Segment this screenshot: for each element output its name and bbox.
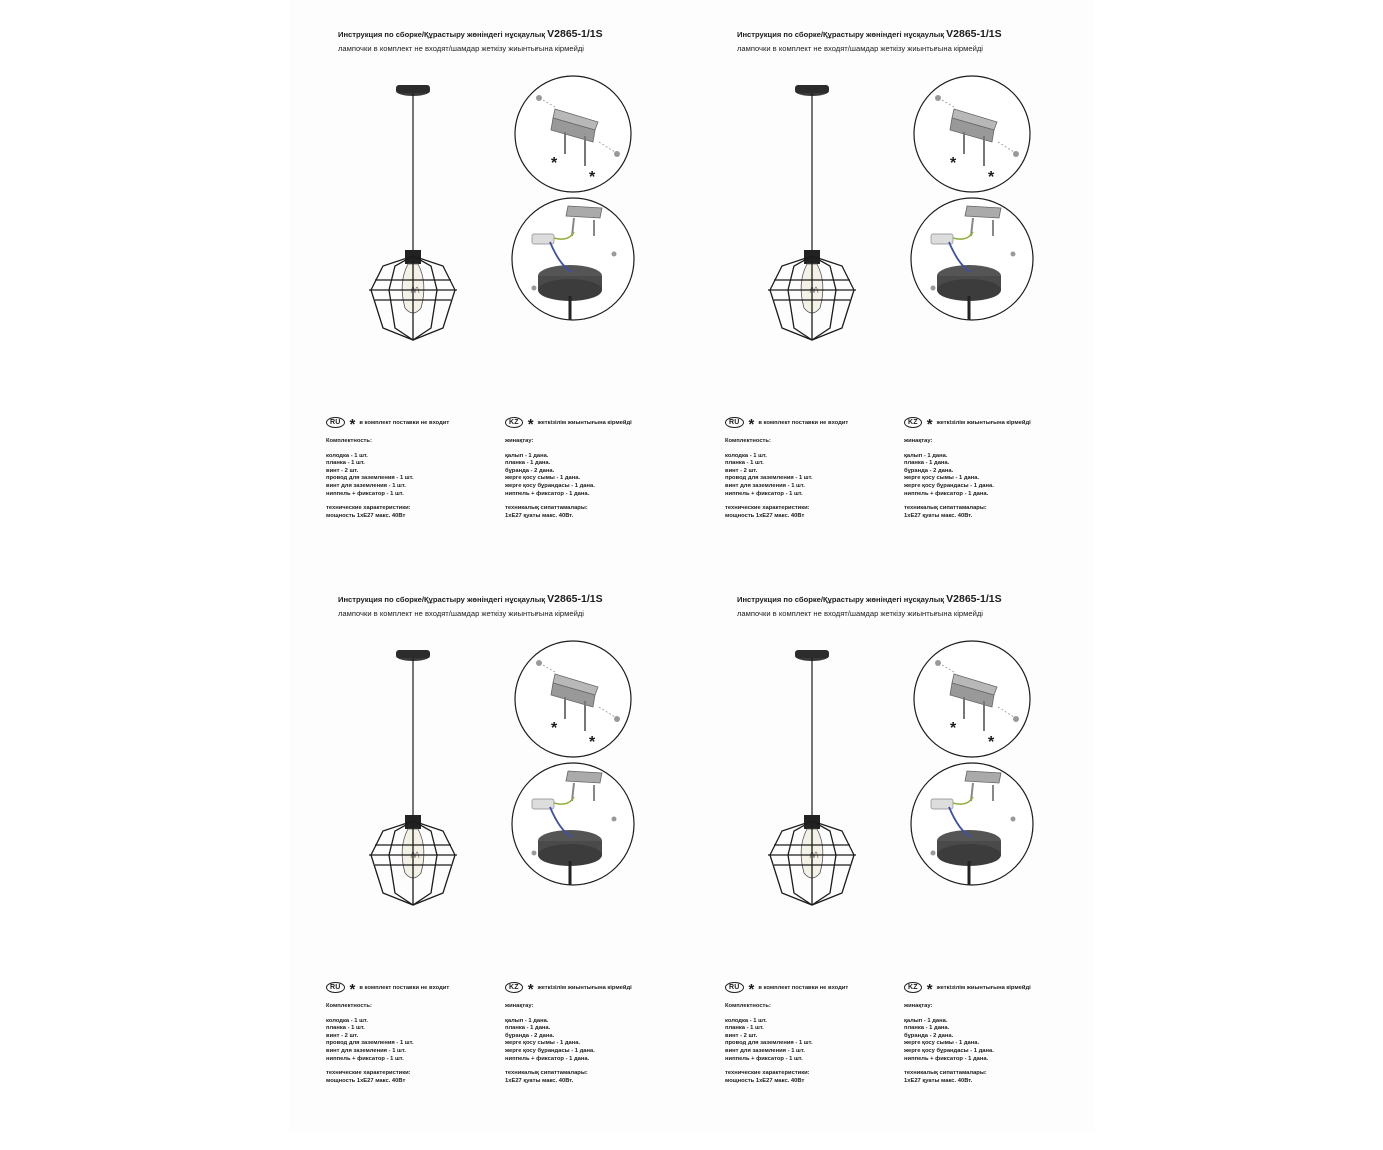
list-item: жерге қосу бұрандасы - 1 дана. <box>904 1047 994 1054</box>
bulb-note: лампочки в комплект не входят/шамдар жеткізу жиынтығына кірмейді <box>737 44 983 53</box>
instruction-panel <box>326 20 735 585</box>
list-item: колодка - 1 шт. <box>725 452 767 459</box>
kz-heading: жинақтау: <box>505 1003 534 1009</box>
ru-badge: RU <box>326 417 345 428</box>
canopy-wiring-detail <box>510 196 636 322</box>
star-marker: * <box>589 169 596 186</box>
kz-spec: 1хЕ27 қуаты макс. 40Вт. <box>505 512 574 519</box>
canopy-wiring-detail <box>510 761 636 887</box>
kz-legend <box>904 980 1031 998</box>
kz-badge: KZ <box>505 982 523 993</box>
ru-spec-title: технические характеристики: <box>725 1070 810 1077</box>
kz-note: жеткізілім жиынтығына кірмейді <box>936 984 1031 991</box>
list-item: планка - 1 шт. <box>326 1025 365 1032</box>
kz-contents <box>904 1003 994 1085</box>
pendant-lamp-illustration <box>365 78 495 348</box>
list-item: ниппель + фиксатор - 1 шт. <box>725 490 803 497</box>
list-item: провод для заземления - 1 шт. <box>326 1040 414 1047</box>
list-item: колодка - 1 шт. <box>326 1017 368 1024</box>
instruction-title <box>737 28 1002 40</box>
star-marker: * <box>926 980 933 998</box>
list-item: бұранда - 2 дана. <box>505 467 555 474</box>
list-item: ниппель + фиксатор - 1 шт. <box>326 490 404 497</box>
kz-note: жеткізілім жиынтығына кірмейді <box>537 984 632 991</box>
list-item: жерге қосу сымы - 1 дана. <box>904 1040 980 1047</box>
star-marker: * <box>551 720 558 737</box>
list-item: винт - 2 шт. <box>725 467 758 474</box>
ru-legend <box>725 980 849 998</box>
ru-spec-title: технические характеристики: <box>326 1070 411 1077</box>
list-item: планка - 1 шт. <box>725 1025 764 1032</box>
ru-heading: Комплектность: <box>725 1003 771 1009</box>
list-item: провод для заземления - 1 шт. <box>326 475 414 482</box>
kz-spec: 1хЕ27 қуаты макс. 40Вт. <box>904 512 973 519</box>
list-item: қалып - 1 дана. <box>904 1017 948 1024</box>
list-item: ниппель + фиксатор - 1 дана. <box>904 490 989 497</box>
mounting-bracket-detail <box>912 639 1032 759</box>
list-item: колодка - 1 шт. <box>326 452 368 459</box>
star-marker: * <box>926 415 933 433</box>
kz-spec-title: техникалық сипаттамалары: <box>904 1070 987 1077</box>
list-item: жерге қосу бұрандасы - 1 дана. <box>904 482 994 489</box>
star-marker: * <box>349 980 356 998</box>
ru-spec: мощность 1хЕ27 макс. 40Вт <box>326 512 406 519</box>
bulb-note: лампочки в комплект не входят/шамдар жеткізу жиынтығына кірмейді <box>338 44 584 53</box>
ru-note: в комплект поставки не входит <box>359 984 450 991</box>
star-marker: * <box>349 415 356 433</box>
instruction-title <box>338 28 603 40</box>
star-marker: * <box>950 155 957 172</box>
list-item: ниппель + фиксатор - 1 шт. <box>326 1055 404 1062</box>
kz-badge: KZ <box>505 417 523 428</box>
kz-legend <box>904 415 1031 433</box>
kz-note: жеткізілім жиынтығына кірмейді <box>936 419 1031 426</box>
list-item: ниппель + фиксатор - 1 дана. <box>904 1055 989 1062</box>
model-number: V2865-1/1S <box>946 28 1002 40</box>
star-marker: * <box>988 169 995 186</box>
title-text: Инструкция по сборке/Құрастыру жөніндегі нұсқаулық <box>338 30 546 39</box>
star-marker: * <box>589 734 596 751</box>
list-item: бұранда - 2 дана. <box>904 467 954 474</box>
list-item: жерге қосу бұрандасы - 1 дана. <box>505 482 595 489</box>
ru-badge: RU <box>725 982 744 993</box>
ru-spec-title: технические характеристики: <box>725 505 810 512</box>
canopy-wiring-detail <box>909 196 1035 322</box>
ru-note: в комплект поставки не входит <box>758 419 849 426</box>
ru-contents <box>725 438 813 520</box>
star-marker: * <box>748 415 755 433</box>
list-item: қалып - 1 дана. <box>904 452 948 459</box>
ru-legend <box>326 415 450 433</box>
ru-spec: мощность 1хЕ27 макс. 40Вт <box>725 1077 805 1084</box>
list-item: қалып - 1 дана. <box>505 1017 549 1024</box>
model-number: V2865-1/1S <box>946 593 1002 605</box>
instruction-title <box>338 593 603 605</box>
instruction-panel <box>326 585 735 1150</box>
list-item: жерге қосу сымы - 1 дана. <box>505 475 581 482</box>
model-number: V2865-1/1S <box>547 28 603 40</box>
ru-legend <box>725 415 849 433</box>
list-item: бұранда - 2 дана. <box>904 1032 954 1039</box>
instruction-panel <box>725 20 1134 585</box>
bulb-note: лампочки в комплект не входят/шамдар жеткізу жиынтығына кірмейді <box>338 609 584 618</box>
ru-contents <box>326 1003 414 1085</box>
list-item: винт для заземления - 1 шт. <box>326 1047 406 1054</box>
list-item: винт - 2 шт. <box>326 467 359 474</box>
kz-spec-title: техникалық сипаттамалары: <box>505 505 588 512</box>
kz-badge: KZ <box>904 417 922 428</box>
title-text: Инструкция по сборке/Құрастыру жөніндегі нұсқаулық <box>737 595 945 604</box>
list-item: бұранда - 2 дана. <box>505 1032 555 1039</box>
list-item: планка - 1 дана. <box>904 460 950 467</box>
bulb-note: лампочки в комплект не входят/шамдар жеткізу жиынтығына кірмейді <box>737 609 983 618</box>
kz-legend <box>505 415 632 433</box>
kz-contents <box>505 1003 595 1085</box>
ru-heading: Комплектность: <box>326 438 372 444</box>
ru-spec: мощность 1хЕ27 макс. 40Вт <box>326 1077 406 1084</box>
pendant-lamp-illustration <box>764 78 894 348</box>
list-item: планка - 1 дана. <box>505 460 551 467</box>
star-marker: * <box>748 980 755 998</box>
list-item: планка - 1 дана. <box>505 1025 551 1032</box>
star-marker: * <box>527 415 534 433</box>
list-item: винт - 2 шт. <box>326 1032 359 1039</box>
list-item: колодка - 1 шт. <box>725 1017 767 1024</box>
list-item: жерге қосу бұрандасы - 1 дана. <box>505 1047 595 1054</box>
list-item: жерге қосу сымы - 1 дана. <box>505 1040 581 1047</box>
star-marker: * <box>551 155 558 172</box>
list-item: планка - 1 шт. <box>725 460 764 467</box>
ru-note: в комплект поставки не входит <box>359 419 450 426</box>
list-item: провод для заземления - 1 шт. <box>725 475 813 482</box>
list-item: ниппель + фиксатор - 1 шт. <box>725 1055 803 1062</box>
canopy-wiring-detail <box>909 761 1035 887</box>
kz-contents <box>505 438 595 520</box>
kz-contents <box>904 438 994 520</box>
kz-heading: жинақтау: <box>904 438 933 444</box>
list-item: жерге қосу сымы - 1 дана. <box>904 475 980 482</box>
ru-contents <box>725 1003 813 1085</box>
ru-spec: мощность 1хЕ27 макс. 40Вт <box>725 512 805 519</box>
list-item: винт для заземления - 1 шт. <box>725 482 805 489</box>
ru-badge: RU <box>326 982 345 993</box>
list-item: винт для заземления - 1 шт. <box>326 482 406 489</box>
instruction-panel <box>725 585 1134 1150</box>
star-marker: * <box>527 980 534 998</box>
kz-spec-title: техникалық сипаттамалары: <box>904 505 987 512</box>
ru-contents <box>326 438 414 520</box>
star-marker: * <box>950 720 957 737</box>
list-item: планка - 1 дана. <box>904 1025 950 1032</box>
kz-spec: 1хЕ27 қуаты макс. 40Вт. <box>505 1077 574 1084</box>
list-item: қалып - 1 дана. <box>505 452 549 459</box>
list-item: провод для заземления - 1 шт. <box>725 1040 813 1047</box>
ru-heading: Комплектность: <box>326 1003 372 1009</box>
mounting-bracket-detail <box>912 74 1032 194</box>
kz-heading: жинақтау: <box>904 1003 933 1009</box>
kz-note: жеткізілім жиынтығына кірмейді <box>537 419 632 426</box>
kz-spec-title: техникалық сипаттамалары: <box>505 1070 588 1077</box>
list-item: ниппель + фиксатор - 1 дана. <box>505 1055 590 1062</box>
mounting-bracket-detail <box>513 74 633 194</box>
ru-note: в комплект поставки не входит <box>758 984 849 991</box>
star-marker: * <box>988 734 995 751</box>
pendant-lamp-illustration <box>764 643 894 913</box>
list-item: планка - 1 шт. <box>326 460 365 467</box>
ru-badge: RU <box>725 417 744 428</box>
list-item: винт для заземления - 1 шт. <box>725 1047 805 1054</box>
title-text: Инструкция по сборке/Құрастыру жөніндегі нұсқаулық <box>338 595 546 604</box>
ru-spec-title: технические характеристики: <box>326 505 411 512</box>
kz-heading: жинақтау: <box>505 438 534 444</box>
instruction-title <box>737 593 1002 605</box>
list-item: винт - 2 шт. <box>725 1032 758 1039</box>
mounting-bracket-detail <box>513 639 633 759</box>
list-item: ниппель + фиксатор - 1 дана. <box>505 490 590 497</box>
ru-legend <box>326 980 450 998</box>
pendant-lamp-illustration <box>365 643 495 913</box>
kz-spec: 1хЕ27 қуаты макс. 40Вт. <box>904 1077 973 1084</box>
ru-heading: Комплектность: <box>725 438 771 444</box>
title-text: Инструкция по сборке/Құрастыру жөніндегі нұсқаулық <box>737 30 945 39</box>
kz-badge: KZ <box>904 982 922 993</box>
model-number: V2865-1/1S <box>547 593 603 605</box>
kz-legend <box>505 980 632 998</box>
